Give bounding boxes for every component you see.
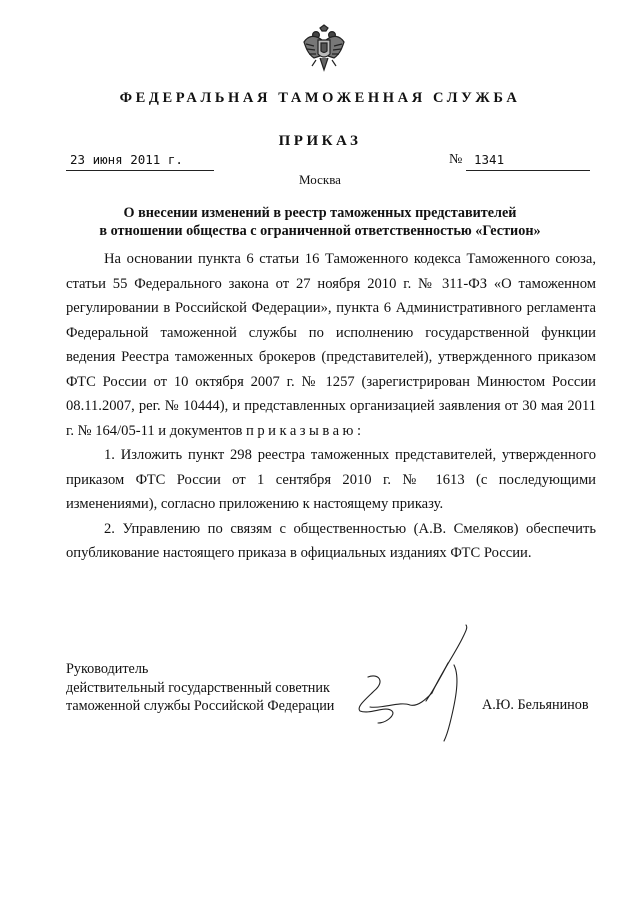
preamble-text: На основании пункта 6 статьи 16 Таможенного кодекса Таможенного союза, статьи 55 Федерального закона от 27 ноября 2010 г. № 311-ФЗ «О таможенном регулировании в Российской Федерации», пункта 6 Административного регламента Федеральной таможенной службы по исполнению государственной функции ведения Реестра таможенных брокеров (представителей), утвержденного приказом ФТС России от 10 октября 2007 г. № 1257 (зарегистрирован Минюстом России 08.11.2007, рег. № 10444), и представленных организацией заявления от 30 мая 2011 г. № 164/05-11 и документов [66, 251, 596, 439]
signatory-position-line-1: Руководитель [66, 661, 149, 677]
number-value: 1341 [474, 152, 505, 167]
coat-of-arms-icon [302, 24, 346, 74]
number-label: № [449, 152, 463, 167]
decree-word: приказываю: [246, 422, 365, 439]
title-line-1: О внесении изменений в реестр таможенных представителей [123, 205, 517, 221]
signatory-position-line-3: таможенной службы Российской Федерации [66, 698, 335, 714]
document-type: ПРИКАЗ [278, 133, 362, 149]
preamble-paragraph [66, 247, 596, 443]
document-city: Москва [299, 172, 341, 187]
handwritten-signature [330, 615, 500, 745]
document-title [60, 204, 580, 240]
document-date [66, 150, 214, 171]
order-item-2: 2. Управлению по связям с общественностью (А.В. Смеляков) обеспечить опубликование настоящего приказа в официальных изданиях ФТС России. [66, 520, 596, 561]
document-body [66, 247, 596, 566]
document-number [466, 150, 590, 171]
signatory-position-line-2: действительный государственный советник [66, 679, 330, 696]
agency-name: ФЕДЕРАЛЬНАЯ ТАМОЖЕННАЯ СЛУЖБА [119, 90, 521, 106]
signer-name: А.Ю. Бельянинов [482, 697, 589, 713]
title-line-2: в отношении общества с ограниченной ответственностью «Гестион» [99, 223, 541, 239]
order-item-1: 1. Изложить пункт 298 реестра таможенных представителей, утвержденного приказом ФТС России от 1 сентября 2010 г. № 1613 (с последующими изменениями), согласно приложению к настоящему приказу. [66, 447, 596, 512]
date-value: 23 июня 2011 г. [70, 152, 183, 167]
